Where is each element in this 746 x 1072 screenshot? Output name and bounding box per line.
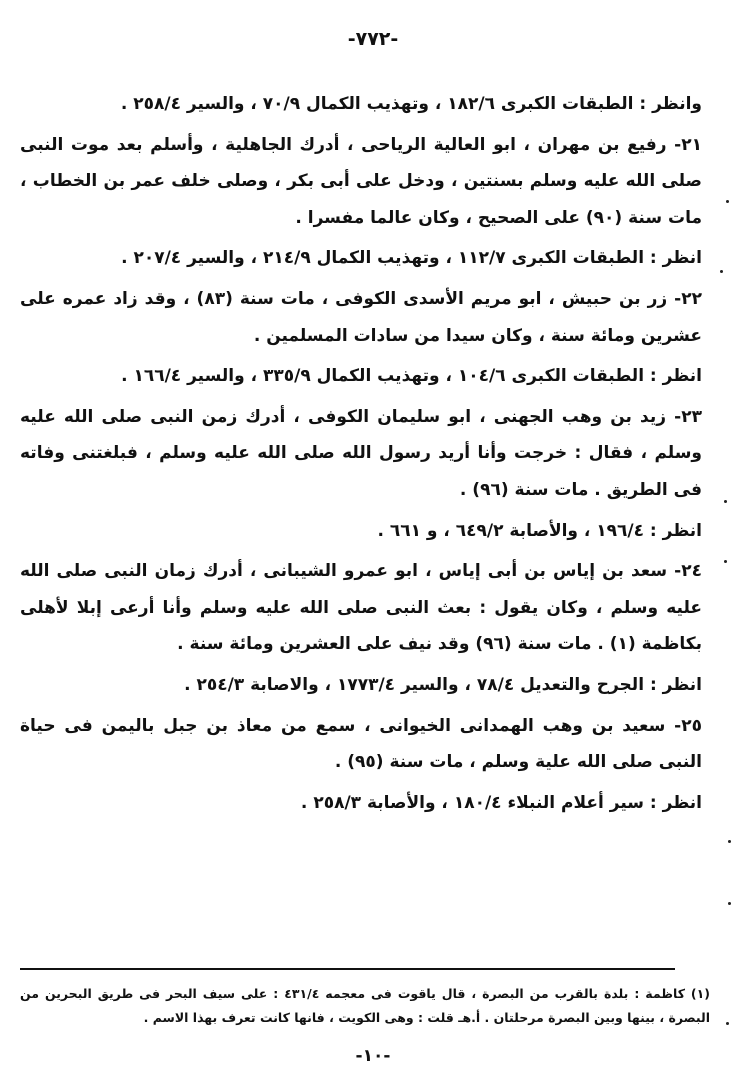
reference-line: وانظر : الطبقات الكبرى ١٨٢/٦ ، وتهذيب الكمال ٧٠/٩ ، والسير ٢٥٨/٤ . [120, 94, 702, 114]
biography-entry-25: ٢٥- سعيد بن وهب الهمدانى الخيوانى ، سمع من معاذ بن جبل باليمن فى حياة النبى صلى الله علية وسلم ، مات سنة (٩٥) . [20, 715, 702, 773]
biography-entry-21: ٢١- رفيع بن مهران ، ابو العالية الرياحى ، أدرك الجاهلية ، وأسلم بعد موت النبى صلى الله عليه وسلم بسنتين ، ودخل على أبى بكر ، وصلى خلف عمر بن الخطاب ، مات سنة (٩٠) على الصحيح ، وكان عالما مفسرا . [20, 134, 702, 228]
scan-speck [726, 200, 729, 203]
reference-line: انظر : الطبقات الكبرى ١٠٤/٦ ، وتهذيب الكمال ٣٣٥/٩ ، والسير ١٦٦/٤ . [121, 366, 702, 387]
scan-speck [728, 902, 731, 905]
page-number-bottom: -١٠- [355, 1046, 391, 1066]
reference-line: انظر : سير أعلام النبلاء ١٨٠/٤ ، والأصابة ٢٥٨/٣ . [300, 792, 702, 813]
reference-line: انظر : الجرح والتعديل ٧٨/٤ ، والسير ١٧٧٣/٤ ، والاصابة ٢٥٤/٣ . [184, 674, 702, 695]
scan-speck [720, 270, 723, 273]
footnote-divider [20, 968, 675, 970]
biography-entry-23: ٢٣- زيد بن وهب الجهنى ، ابو سليمان الكوفى ، أدرك زمن النبى صلى الله عليه وسلم ، فقال : خرجت وأنا أريد رسول الله صلى الله عليه وسلم ، فبلغتنى وفاته فى الطريق . مات سنة (٩٦) . [20, 406, 702, 500]
scan-speck [724, 500, 727, 503]
page-number-top: -٧٧٢- [347, 28, 399, 50]
biography-entry-24: ٢٤- سعد بن إياس بن أبى إياس ، ابو عمرو الشيبانى ، أدرك زمان النبى صلى الله عليه وسلم ، وكان يقول : بعث النبى صلى الله عليه وسلم وأنا أرعى إبلا لأهلى بكاظمة (١) . مات سنة (٩٦) وقد نيف على العشرين ومائة سنة . [20, 561, 702, 655]
reference-line: انظر : ١٩٦/٤ ، والأصابة ٦٤٩/٢ ، و ٦٦١ . [377, 520, 702, 541]
scan-speck [728, 840, 731, 843]
footnote-1: (١) كاظمة : بلدة بالقرب من البصرة ، قال ياقوت فى معجمه ٤٣١/٤ : على سيف البحر فى طريق البحرين من البصرة ، بينها وبين البصرة مرحلتان . أ.هـ قلت : وهى الكويت ، فانها كانت تعرف بهذا الاسم . [20, 986, 710, 1025]
footnotes [20, 982, 710, 1030]
scan-speck [726, 1022, 729, 1025]
body-text [20, 86, 702, 825]
scan-speck [724, 560, 727, 563]
biography-entry-22: ٢٢- زر بن حبيش ، ابو مريم الأسدى الكوفى ، مات سنة (٨٣) ، وقد زاد عمره على عشرين ومائة سنة ، وكان سيدا من سادات المسلمين . [20, 288, 702, 346]
reference-line: انظر : الطبقات الكبرى ١١٢/٧ ، وتهذيب الكمال ٢١٤/٩ ، والسير ٢٠٧/٤ . [121, 248, 702, 269]
